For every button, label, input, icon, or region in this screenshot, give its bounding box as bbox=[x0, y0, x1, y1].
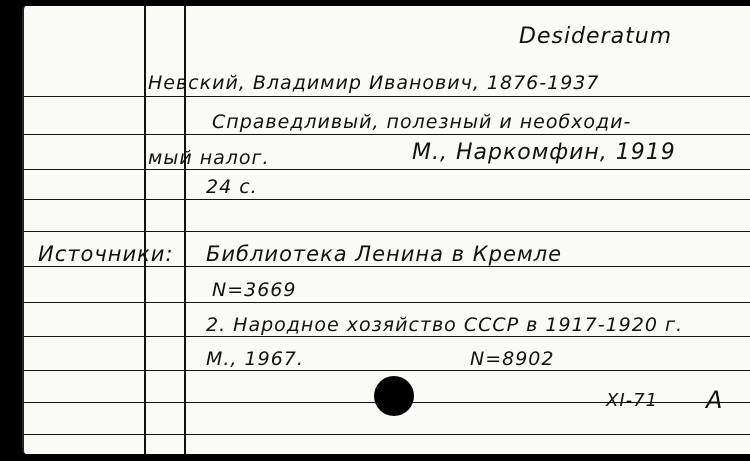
ruled-line bbox=[24, 434, 750, 435]
left-margin-rule bbox=[144, 6, 146, 454]
source-1-number: N=3669 bbox=[212, 279, 297, 301]
ruled-line bbox=[24, 336, 750, 337]
ruled-line bbox=[24, 96, 750, 97]
ruled-line bbox=[24, 169, 750, 170]
imprint-line: М., Наркомфин, 1919 bbox=[412, 140, 676, 165]
punch-hole bbox=[374, 376, 414, 416]
sources-label: Источники: bbox=[38, 242, 174, 266]
author-line: Невский, Владимир Иванович, 1876-1937 bbox=[148, 72, 600, 94]
source-2: 2. Народное хозяйство СССР в 1917-1920 г. bbox=[206, 314, 683, 336]
ruled-line bbox=[24, 302, 750, 303]
ruled-line bbox=[24, 199, 750, 200]
ruled-line bbox=[24, 370, 750, 371]
ruled-line bbox=[24, 134, 750, 135]
title-line-1: Справедливый, полезный и необходи- bbox=[212, 111, 632, 133]
source-1: Библиотека Ленина в Кремле bbox=[206, 242, 563, 266]
source-2-imprint: М., 1967. bbox=[206, 348, 304, 370]
footer-letter: A bbox=[706, 386, 724, 414]
source-2-number: N=8902 bbox=[470, 348, 555, 370]
footer-code: XI-71 bbox=[606, 390, 659, 411]
card-header: Desideratum bbox=[519, 24, 673, 49]
pages-line: 24 с. bbox=[206, 176, 258, 198]
title-line-2: мый налог. bbox=[148, 147, 270, 169]
ruled-line bbox=[24, 266, 750, 267]
ruled-line bbox=[24, 231, 750, 232]
catalog-card bbox=[22, 6, 750, 454]
